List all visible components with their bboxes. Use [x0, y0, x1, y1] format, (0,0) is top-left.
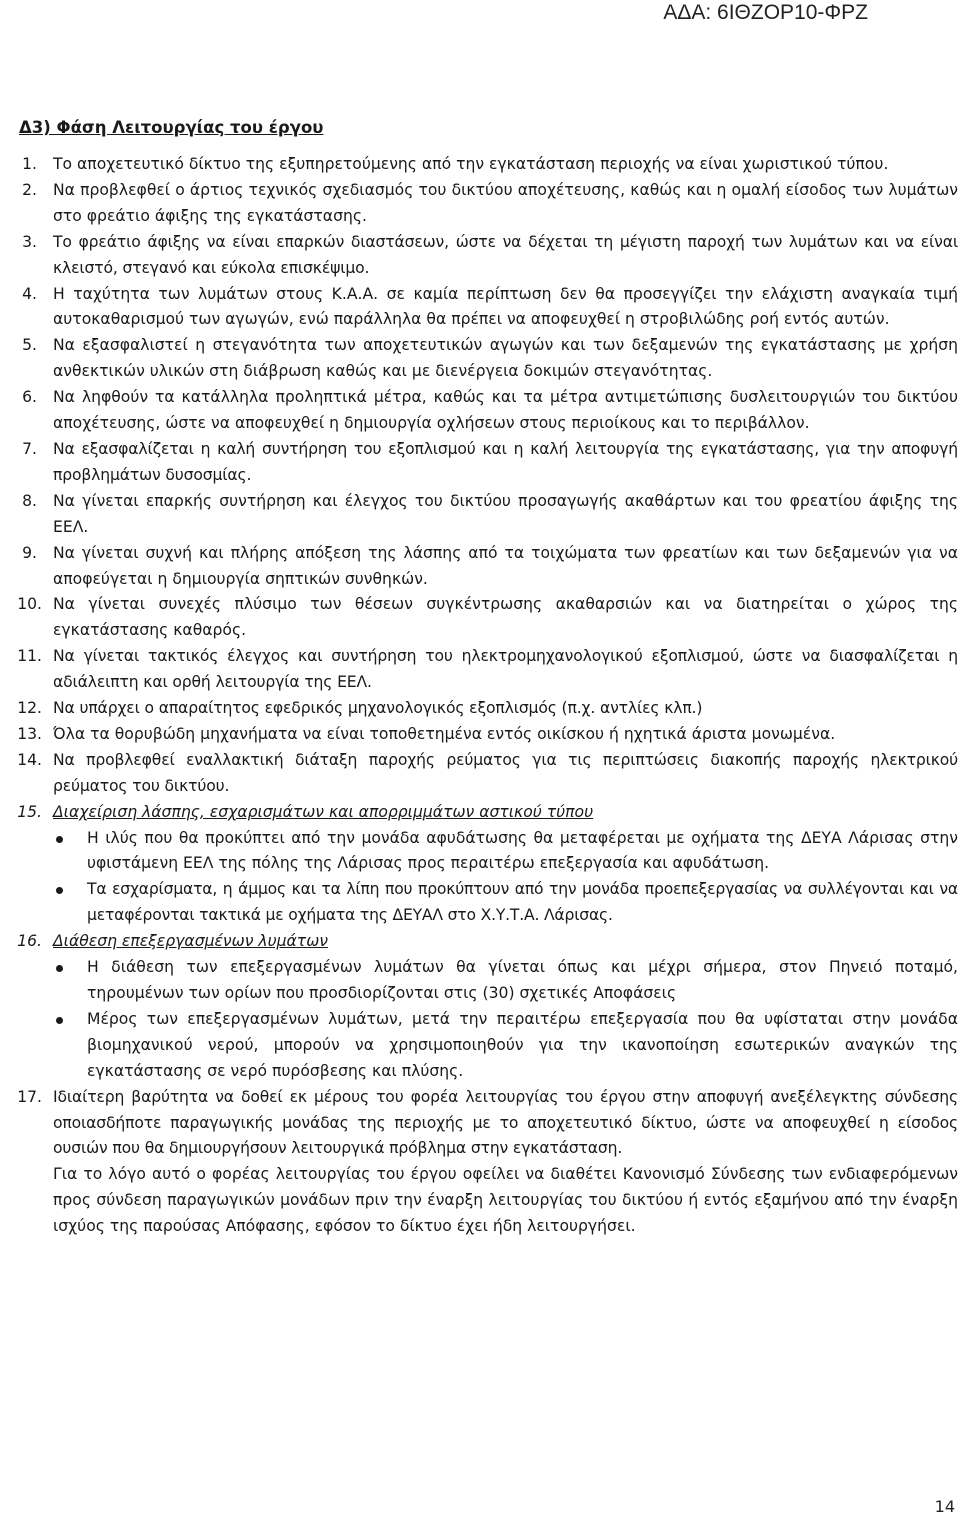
- list-item: 11. Να γίνεται τακτικός έλεγχος και συντήρηση του ηλεκτρομηχανολογικού εξοπλισμού, ώστε να διασφαλίζεται η αδιάλειπτη και ορθή λειτουργία της ΕΕΛ.: [17, 647, 958, 692]
- list-item: 14. Να προβλεφθεί εναλλακτική διάταξη παροχής ρεύματος για τις περιπτώσεις διακοπής παροχής ηλεκτρικού ρεύματος του δικτύου.: [17, 750, 958, 795]
- list-item: 17. Ιδιαίτερη βαρύτητα να δοθεί εκ μέρους του φορέα λειτουργίας του έργου στην αποφυγή ανεξέλεγκτης σύνδεσης οποιασδήποτε παραγωγικής μονάδας της περιοχής με το αποχετευτικό δίκτυο, ώστε να αποφευχθεί η είσοδος ουσιών που θα δημιουργήσουν λειτουργικά πρόβλημα στην εγκατάσταση.: [17, 1087, 958, 1158]
- section-heading: Δ3) Φάση Λειτουργίας του έργου: [19, 118, 324, 137]
- bullet-icon: [56, 965, 63, 972]
- bullet-item: Μέρος των επεξεργασμένων λυμάτων, μετά την περαιτέρω επεξεργασία που θα υφίσταται στην μονάδα βιομηχανικού νερού, μπορούν να χρησιμοποιηθούν για την ικανοποίηση εσωτερικών αναγκών της εγκατάστασης σε νερό πυρόσβεσης και πλύσης.: [0, 1007, 960, 1085]
- list-item: 7. Να εξασφαλίζεται η καλή συντήρηση του εξοπλισμού και η καλή λειτουργία της εγκατάστασης, για την αποφυγή προβλημάτων δυσοσμίας.: [22, 439, 958, 484]
- page-number: 14: [934, 1497, 955, 1516]
- bullet-item: Η διάθεση των επεξεργασμένων λυμάτων θα γίνεται όπως και μέχρι σήμερα, στον Πηνειό ποταμό, τηρουμένων των ορίων που προσδιορίζονται στις (30) σχετικές Αποφάσεις: [0, 955, 960, 1007]
- list-item: 4. Η ταχύτητα των λυμάτων στους Κ.Α.Α. σε καμία περίπτωση δεν θα προσεγγίζει την ελάχιστη αναγκαία τιμή αυτοκαθαρισμού των αγωγών, ενώ παράλληλα θα πρέπει να αποφευχθεί η στροβιλώδης ροή εντός αυτών.: [22, 284, 958, 329]
- bullet-item: Τα εσχαρίσματα, η άμμος και τα λίπη που προκύπτουν από την μονάδα προεπεξεργασίας να συλλέγονται και να μεταφέρονται τακτικά με οχήματα της ΔΕΥΑΛ στο Χ.Υ.Τ.Α. Λάρισας.: [0, 877, 960, 929]
- bullet-icon: [56, 887, 63, 894]
- list-item: 12. Να υπάρχει ο απαραίτητος εφεδρικός μηχανολογικός εξοπλισμός (π.χ. αντλίες κλπ.): [17, 699, 703, 718]
- list-item-subsection-title: 16. Διάθεση επεξεργασμένων λυμάτων: [17, 932, 328, 951]
- bullet-item: Η ιλύς που θα προκύπτει από την μονάδα αφυδάτωσης θα μεταφέρεται με οχήματα της ΔΕΥΑ Λάρισας στην υφιστάμενη ΕΕΛ της πόλης της Λάρισας προς περαιτέρω επεξεργασία και αφυδάτωση.: [0, 826, 960, 878]
- bullet-icon: [56, 836, 63, 843]
- list-item-subsection-title: 15. Διαχείριση λάσπης, εσχαρισμάτων και απορριμμάτων αστικού τύπου: [17, 802, 594, 821]
- list-item: 1. Το αποχετευτικό δίκτυο της εξυπηρετούμενης από την εγκατάσταση περιοχής να είναι χωριστικού τύπου.: [22, 155, 889, 173]
- paragraph: Για το λόγο αυτό ο φορέας λειτουργίας του έργου οφείλει να διαθέτει Κανονισμό Σύνδεσης των ενδιαφερόμενων προς σύνδεση παραγωγικών μονάδων πριν την έναρξη λειτουργίας του δικτύου ή εντός εξαμήνου από την έναρξη ισχύος της παρούσας Απόφασης, εφόσον το δίκτυο έχει ήδη λειτουργήσει.: [53, 1165, 958, 1236]
- list-item: 13. Όλα τα θορυβώδη μηχανήματα να είναι τοποθετημένα εντός οικίσκου ή ηχητικά άριστα μονωμένα.: [17, 724, 836, 743]
- list-item: 10. Να γίνεται συνεχές πλύσιμο των θέσεων συγκέντρωσης ακαθαρσιών και να διατηρείται ο χώρος της εγκατάστασης καθαρός.: [17, 595, 958, 640]
- list-item: 9. Να γίνεται συχνή και πλήρης απόξεση της λάσπης από τα τοιχώματα των φρεατίων και των δεξαμενών για να αποφεύγεται η δημιουργία σηπτικών συνθηκών.: [22, 543, 958, 588]
- list-item: 6. Να ληφθούν τα κατάλληλα προληπτικά μέτρα, καθώς και τα μέτρα αντιμετώπισης δυσλειτουργιών του δικτύου αποχέτευσης, ώστε να αποφευχθεί η δημιουργία οχλήσεων στους περιοίκους και το περιβάλλον.: [22, 388, 958, 433]
- document-body: [0, 152, 960, 1240]
- list-item: 8. Να γίνεται επαρκής συντήρηση και έλεγχος του δικτύου προσαγωγής ακαθάρτων και του φρεατίου άφιξης της ΕΕΛ.: [22, 491, 958, 536]
- list-item: 3. Το φρεάτιο άφιξης να είναι επαρκών διαστάσεων, ώστε να δέχεται τη μέγιστη παροχή των λυμάτων και να είναι κλειστό, στεγανό και εύκολα επισκέψιμο.: [22, 232, 958, 277]
- ada-code: ΑΔΑ: 6ΙΘΖΟΡ10-ΦΡΖ: [663, 1, 868, 24]
- list-item: 2. Να προβλεφθεί ο άρτιος τεχνικός σχεδιασμός του δικτύου αποχέτευσης, καθώς και η ομαλή είσοδος των λυμάτων στο φρεάτιο άφιξης της εγκατάστασης.: [22, 180, 958, 225]
- bullet-icon: [56, 1017, 63, 1024]
- list-item: 5. Να εξασφαλιστεί η στεγανότητα των αποχετευτικών αγωγών και των δεξαμενών της εγκατάστασης με χρήση ανθεκτικών υλικών στη διάβρωση καθώς και με διενέργεια δοκιμών στεγανότητας.: [22, 336, 958, 381]
